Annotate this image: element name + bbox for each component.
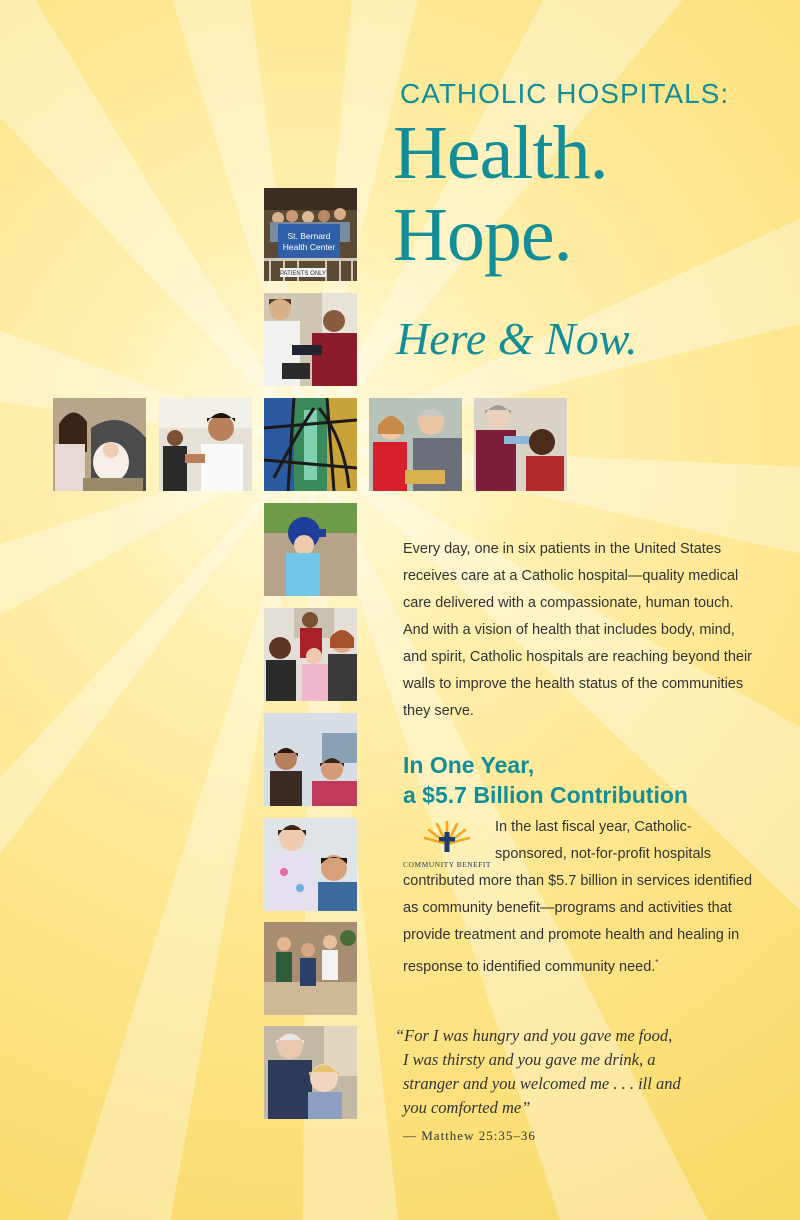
photo-family-waiting-room: [264, 608, 357, 701]
photo-boy-inhaler: [474, 398, 567, 491]
photo-child-baseball-helmet: [264, 503, 357, 596]
photo-girl-reading-with-grandmother: [369, 398, 462, 491]
photo-blood-pressure-check: [264, 293, 357, 386]
headline-hope: Hope.: [393, 193, 572, 277]
contribution-text: In the last fiscal year, Catholic-sponsored, not-for-profit hospitals contributed more than $5.7 billion in services identified as community benefit—programs and activities that provide treatment and promote health and healing in response to identified community need.: [403, 819, 753, 975]
community-benefit-label: COMMUNITY BENEFIT: [403, 860, 492, 869]
svg-text:St. Bernard: St. Bernard: [287, 231, 331, 241]
quote-line-3: stranger and you welcomed me . . . ill and: [403, 1074, 681, 1093]
headline-health: Health.: [393, 111, 608, 195]
contribution-heading-line1: In One Year,: [403, 752, 535, 778]
quote-line-2: I was thirsty and you gave me drink, a: [403, 1050, 656, 1069]
photo-fitness-instructor: [159, 398, 252, 491]
photo-elder-with-child: [264, 1026, 357, 1119]
photo-nurse-with-boy: [264, 818, 357, 911]
headline-kicker: CATHOLIC HOSPITALS:: [400, 78, 730, 109]
headline-main: [393, 112, 608, 276]
quote-line-1: “For I was hungry and you gave me food,: [395, 1026, 673, 1045]
svg-text:PATIENTS ONLY: PATIENTS ONLY: [279, 271, 327, 277]
contribution-paragraph: [403, 814, 753, 981]
photo-health-center-staff: [264, 188, 357, 281]
footnote-mark: *: [655, 958, 659, 967]
intro-paragraph: Every day, one in six patients in the United States receives care at a Catholic hospital—quality medical care delivered with a compassionate, human touch. And with a vision of health that includes body, mind, and spirit, Catholic hospitals are reaching beyond their walls to improve the health status of the communities they serve.: [403, 541, 753, 719]
headline-here-now: Here & Now.: [396, 313, 638, 364]
contribution-heading-line2: a $5.7 Billion Contribution: [403, 782, 688, 808]
sunrise-cross-icon: [403, 814, 495, 852]
photo-mother-and-baby: [53, 398, 146, 491]
svg-text:Health Center: Health Center: [282, 242, 336, 252]
photo-exercise-class: [264, 922, 357, 1015]
quote-line-4: you comforted me”: [403, 1098, 531, 1117]
community-benefit-logo: [403, 814, 495, 869]
contribution-heading: [403, 750, 688, 810]
photo-stained-glass-center: [264, 398, 357, 491]
photo-women-clinic: [264, 713, 357, 806]
scripture-quote: [395, 1024, 775, 1120]
quote-citation: — Matthew 25:35–36: [403, 1128, 536, 1143]
